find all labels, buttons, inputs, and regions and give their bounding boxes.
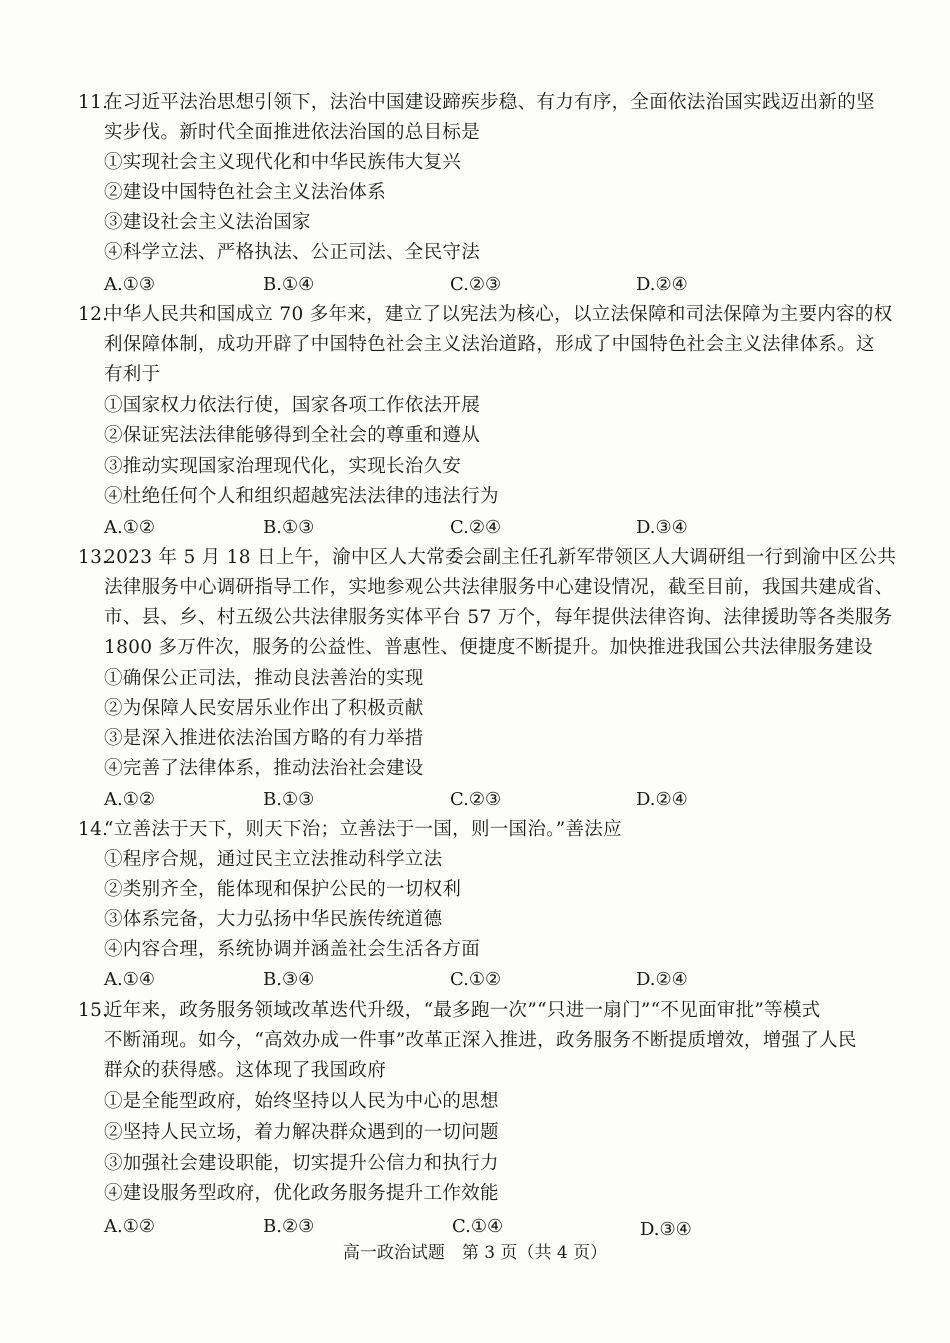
statement-item: ②保证宪法法律能够得到全社会的尊重和遵从 — [104, 425, 481, 446]
option-d: D.②④ — [636, 969, 688, 990]
statement-item: ①实现社会主义现代化和中华民族伟大复兴 — [104, 152, 462, 173]
statement-item: ②建设中国特色社会主义法治体系 — [104, 182, 387, 203]
statement-item: ③推动实现国家治理现代化，实现长治久安 — [104, 456, 462, 477]
question-stem-line: 利保障体制，成功开辟了中国特色社会主义法治道路，形成了中国特色社会主义法律体系。这 — [104, 334, 875, 355]
option-d: D.③④ — [636, 517, 688, 538]
question-stem-line: “立善法于天下，则天下治；立善法于一国，则一国治。”善法应 — [104, 819, 622, 840]
option-a: A.①④ — [104, 969, 155, 990]
statement-item: ①是全能型政府，始终坚持以人民为中心的思想 — [104, 1091, 499, 1112]
question-stem-line: 实步伐。新时代全面推进依法治国的总目标是 — [104, 122, 481, 143]
question-stem-line: 2023 年 5 月 18 日上午，渝中区人大常委会副主任孔新军带领区人大调研组一行到渝中区公共 — [104, 547, 897, 568]
statement-item: ④杜绝任何个人和组织超越宪法法律的违法行为 — [104, 486, 499, 507]
question-stem-line: 市、县、乡、村五级公共法律服务实体平台 57 万个，每年提供法律咨询、法律援助等各类服务 — [104, 607, 893, 628]
option-c: C.①④ — [452, 1216, 504, 1237]
statement-item: ②类别齐全，能体现和保护公民的一切权利 — [104, 879, 462, 900]
option-c: C.②③ — [450, 274, 502, 295]
statement-item: ③加强社会建设职能，切实提升公信力和执行力 — [104, 1153, 499, 1174]
statement-item: ④建设服务型政府，优化政务服务提升工作效能 — [104, 1183, 499, 1204]
statement-item: ④完善了法律体系，推动法治社会建设 — [104, 758, 424, 779]
option-b: B.①③ — [263, 517, 315, 538]
statement-item: ①确保公正司法，推动良法善治的实现 — [104, 668, 424, 689]
option-a: A.①② — [104, 517, 155, 538]
question-stem-line: 有利于 — [104, 364, 161, 385]
question-stem-line: 1800 多万件次，服务的公益性、普惠性、便捷度不断提升。加快推进我国公共法律服务建设 — [104, 637, 873, 658]
question-stem-line: 法律服务中心调研指导工作，实地参观公共法律服务中心建设情况，截至目前，我国共建成省、 — [104, 577, 894, 598]
statement-item: ①国家权力依法行使，国家各项工作依法开展 — [104, 395, 481, 416]
option-c: C.①② — [450, 969, 502, 990]
statement-item: ③是深入推进依法治国方略的有力举措 — [104, 728, 424, 749]
question-stem-line: 不断涌现。如今，“高效办成一件事”改革正深入推进，政务服务不断提质增效，增强了人民 — [104, 1030, 857, 1051]
question-number: 15. — [78, 1000, 109, 1021]
statement-item: ②坚持人民立场，着力解决群众遇到的一切问题 — [104, 1122, 499, 1143]
statement-item: ④科学立法、严格执法、公正司法、全民守法 — [104, 242, 481, 263]
option-b: B.②③ — [263, 1216, 315, 1237]
page-footer: 高一政治试题 第 3 页（共 4 页） — [342, 1243, 608, 1263]
option-c: C.②④ — [450, 517, 502, 538]
statement-item: ②为保障人民安居乐业作出了积极贡献 — [104, 698, 424, 719]
statement-item: ③体系完备，大力弘扬中华民族传统道德 — [104, 909, 443, 930]
question-number: 13. — [78, 547, 109, 568]
question-stem-line: 在习近平法治思想引领下，法治中国建设蹄疾步稳、有力有序，全面依法治国实践迈出新的坚 — [104, 92, 875, 113]
question-stem-line: 中华人民共和国成立 70 多年来，建立了以宪法为核心，以立法保障和司法保障为主要内容的权 — [104, 304, 893, 325]
question-number: 14. — [78, 819, 109, 840]
option-d: D.③④ — [640, 1219, 692, 1240]
question-number: 12. — [78, 304, 109, 325]
option-d: D.②④ — [636, 789, 688, 810]
option-a: A.①③ — [104, 274, 155, 295]
option-b: B.③④ — [263, 969, 315, 990]
option-c: C.②③ — [450, 789, 502, 810]
option-a: A.①② — [104, 1216, 155, 1237]
statement-item: ①程序合规，通过民主立法推动科学立法 — [104, 849, 443, 870]
option-d: D.②④ — [636, 274, 688, 295]
question-stem-line: 近年来，政务服务领域改革迭代升级，“最多跑一次”“只进一扇门”“不见面审批”等模式 — [104, 1000, 821, 1021]
option-a: A.①② — [104, 789, 155, 810]
question-stem-line: 群众的获得感。这体现了我国政府 — [104, 1060, 387, 1081]
statement-item: ④内容合理，系统协调并涵盖社会生活各方面 — [104, 939, 481, 960]
option-b: B.①③ — [263, 789, 315, 810]
question-number: 11. — [78, 92, 109, 113]
option-b: B.①④ — [263, 274, 315, 295]
statement-item: ③建设社会主义法治国家 — [104, 212, 311, 233]
